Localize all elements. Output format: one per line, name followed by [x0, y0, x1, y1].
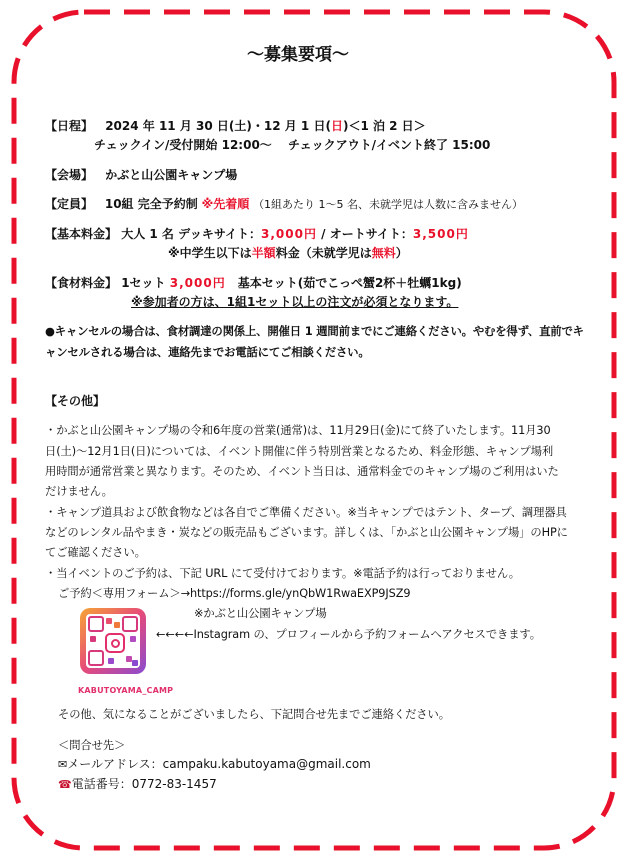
other-line-2: 日(土)～12月1日(日)については、イベント開催に伴う特別営業となるため、料金形態、キャンプ場利 [45, 445, 554, 458]
schedule-date: 2024 年 11 月 30 日(土)・12 月 1 日( [105, 119, 331, 133]
deck-site-price: 3,000円 [261, 227, 317, 241]
other-line-3: 用時間が通常営業と異なります。そのため、イベント当日は、通常料金でのキャンプ場のご利用はいた [45, 465, 559, 478]
closing-note: その他、気になることがございましたら、下記問合せ先までご連絡ください。 [58, 708, 450, 721]
contact-heading: ＜問合せ先＞ [58, 739, 126, 752]
child-note-a: ※中学生以下は [168, 246, 252, 260]
other-line-4: だけません。 [45, 485, 113, 498]
food-fee-label: 【食材料金】 [45, 276, 118, 290]
auto-site-label: / オートサイト： [316, 227, 413, 241]
child-note-c: ） [395, 246, 408, 260]
basic-fee-label: 【基本料金】 [45, 227, 118, 241]
other-line-1: ・かぶと山公園キャンプ場の令和6年度の営業(通常)は、11月29日(金)にて終了いたします。11月30 [45, 424, 551, 437]
other-label: 【その他】 [45, 394, 106, 408]
qr-caption: KABUTOYAMA_CAMP [78, 686, 174, 695]
page-title: ～募集要項～ [247, 45, 349, 65]
food-fee-content: 基本セット(茹でこっぺ蟹2杯＋牡蠣1kg) [225, 276, 462, 290]
half-price: 半額 [251, 246, 276, 260]
instagram-note: ←←←←Instagram の、プロフィールから予約フォームへアクセスできます。 [156, 628, 541, 641]
food-fee-set: 1セット [117, 276, 170, 290]
other-line-5: ・キャンプ道具および飲食物などは各自でご準備ください。※当キャンプではテント、タープ、調理器具 [45, 506, 567, 519]
envelope-icon: ✉ [58, 758, 68, 771]
food-fee-note: ※参加者の方は、1組1セット以上の注文が必須となります。 [131, 295, 459, 309]
food-fee-row [45, 275, 462, 291]
reservation-form-link[interactable]: ご予約＜専用フォーム＞→https://forms.gle/ynQbW1RwaEXP9JSZ9 [58, 587, 411, 600]
schedule-date-sunday: 日 [330, 119, 343, 133]
camp-name-note: ※かぶと山公園キャンプ場 [194, 607, 327, 620]
contact-phone-row [58, 776, 217, 793]
basic-fee-child-note [168, 245, 408, 261]
other-line-7: てご確認ください。 [45, 546, 146, 559]
food-fee-price: 3,000円 [169, 276, 226, 290]
venue-row [45, 167, 237, 183]
schedule-label: 【日程】 [45, 119, 94, 133]
schedule-row [45, 118, 426, 134]
cancel-line-2: ャンセルされる場合は、連絡先までお電話にてご相談ください。 [45, 345, 370, 359]
cancel-line-1: ●キャンセルの場合は、食材調達の関係上、開催日 1 週間前までにご連絡ください。やむを得ず、直前でキ [45, 324, 584, 338]
capacity-label: 【定員】 [45, 197, 94, 211]
schedule-checkin: チェックイン/受付開始 12:00～ チェックアウト/イベント終了 15:00 [94, 138, 491, 152]
capacity-note: （1組あたり 1～5 名、未就学児は人数に含みません） [253, 198, 524, 211]
other-line-6: などのレンタル品やまき・炭などの販売品もございます。詳しくは、「かぶと山公園キャンプ場」のHPに [45, 526, 568, 539]
telephone-icon: ☎ [58, 778, 72, 791]
contact-mail-row [58, 756, 371, 773]
auto-site-price: 3,500円 [412, 227, 469, 241]
capacity-row [45, 196, 523, 213]
contact-mail[interactable]: メールアドレス：campaku.kabutoyama@gmail.com [67, 757, 371, 771]
basic-fee-row [45, 226, 469, 242]
capacity-first-come: ※先着順 [201, 197, 250, 211]
instagram-icon [105, 633, 125, 653]
venue-label: 【会場】 [45, 168, 94, 182]
contact-phone[interactable]: 電話番号：0772-83-1457 [71, 777, 217, 791]
capacity-value: 10組 完全予約制 [104, 197, 198, 211]
child-note-b: 料金（未就学児は [275, 246, 372, 260]
venue-value: かぶと山公園キャンプ場 [105, 168, 238, 182]
other-line-8: ・当イベントのご予約は、下記 URL にて受付けております。※電話予約は行っておりません。 [45, 567, 520, 580]
free-label: 無料 [371, 246, 396, 260]
schedule-date-end: )＜1 泊 2 日＞ [342, 119, 426, 133]
instagram-qr-code[interactable] [80, 608, 146, 674]
basic-fee-adult: 大人 1 名 デッキサイト： [121, 227, 262, 241]
